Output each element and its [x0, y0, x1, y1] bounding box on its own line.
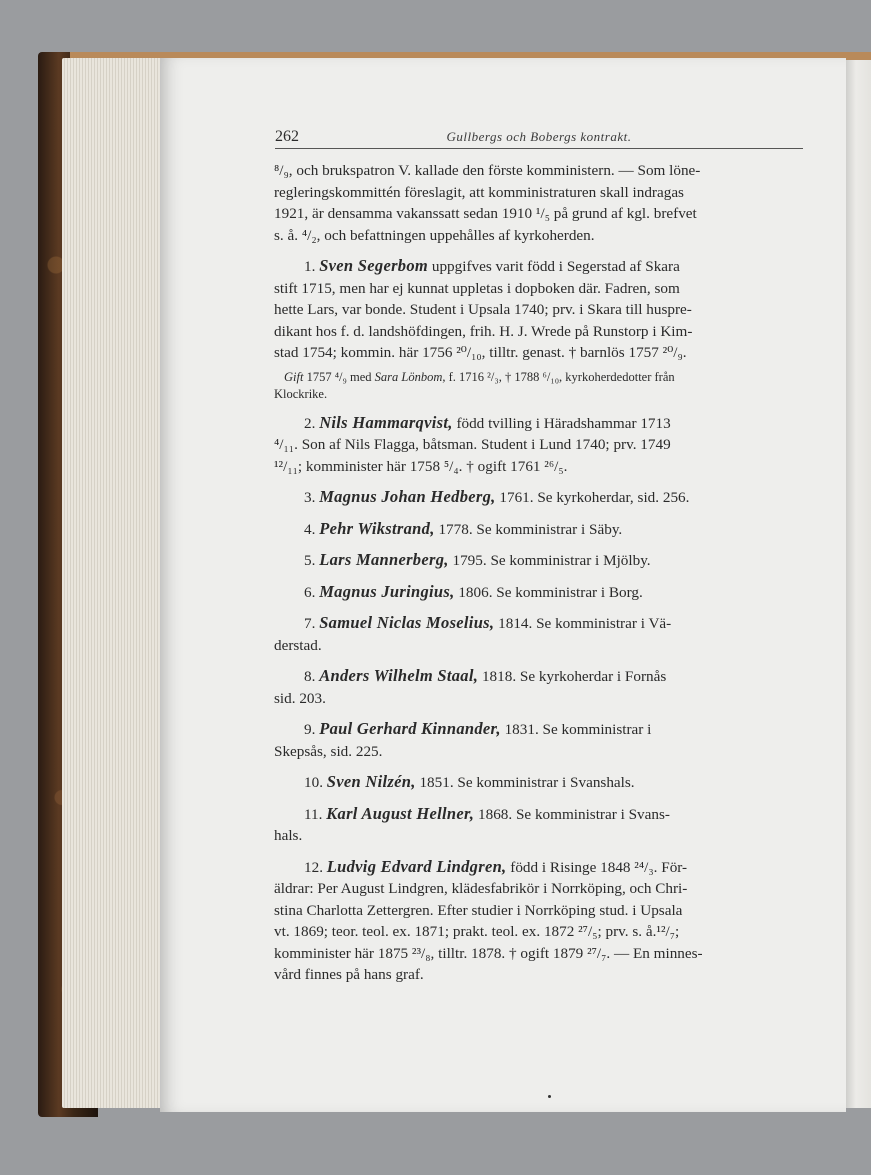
entry-7: 7. Samuel Niclas Moselius, 1814. Se komministrar i Vä- derstad. — [274, 613, 672, 654]
running-title: Gullbergs och Bobergs kontrakt. — [446, 129, 632, 144]
entry-10: 10. Sven Nilzén, 1851. Se komministrar i Svanshals. — [304, 772, 635, 791]
entry-1-note: Gift 1757 ⁴/₉ med Sara Lönbom, f. 1716 ²/₃, † 1788 ⁶/₁₀, kyrkoherdedotter från Klockrike. — [274, 369, 675, 401]
page-number: 262 — [275, 128, 299, 145]
entry-name: Sven Segerbom — [319, 256, 429, 275]
entry-4: 4. Pehr Wikstrand, 1778. Se komministrar i Säby. — [304, 518, 623, 538]
entry-6: 6. Magnus Juringius, 1806. Se komministrar i Borg. — [304, 581, 643, 601]
entry-1: 1. Sven Segerbom uppgifves varit född i Segerstad af Skara stift 1715, men har ej kunnat uppletas i dopboken där. Fadren, som hette Lars, var bonde. Student i Upsala 1740; prv. i Skara till huspre- dikant hos f. d. landshöfdingen, frih. H. J. Wrede på Runstorp i Kim- stad 1754; kommin. här 1756 ²⁰/₁₀, tilltr. genast. † barnlös 1757 ²⁰/₉. — [274, 256, 693, 361]
entry-name: Anders Wilhelm Staal, — [319, 666, 479, 685]
next-page-edge — [846, 60, 871, 1108]
entry-name: Lars Mannerberg, — [319, 550, 449, 569]
entry-name: Samuel Niclas Moselius, — [319, 613, 495, 632]
entry-12: 12. Ludvig Edvard Lindgren, född i Risinge 1848 ²⁴/₃. För- äldrar: Per August Lindgren, klädesfabrikör i Norrköping, och Chri- stina Charlotta Zettergren. Efter studier i Norrköping stud. i Upsala vt. 1869; teor. teol. ex. 1871; prakt. teol. ex. 1872 ²⁷/₅; prv. s. å.¹²/₇; komminister här 1875 ²³/₈, tilltr. 1878. † ogift 1879 ²⁷/₇. — En minnes- vård finnes på hans graf. — [274, 856, 703, 983]
entry-11: 11. Karl August Hellner, 1868. Se komministrar i Svans- hals. — [274, 803, 670, 844]
intro-paragraph: ⁸/₉, och brukspatron V. kallade den förste komministern. — Som löne- regleringskommittén föreslagit, att komministraturen skall indragas 1921, är densamma vakanssatt sedan 1910 ¹/₅ på grund af kgl. brefvet s. å. ⁴/₂, och befattningen uppehålles af kyrkoherden. — [274, 162, 701, 244]
entry-name: Ludvig Edvard Lindgren, — [326, 856, 507, 876]
page-stack — [62, 58, 172, 1108]
page-content — [274, 160, 806, 986]
entry-name: Nils Hammarqvist, — [319, 412, 453, 432]
entry-name: Sven Nilzén, — [326, 772, 416, 791]
book-page — [160, 58, 846, 1112]
entry-name: Magnus Juringius, — [319, 581, 455, 601]
entry-2: 2. Nils Hammarqvist, född tvilling i Häradshammar 1713 ⁴/₁₁. Son af Nils Flagga, båtsman. Student i Lund 1740; prv. 1749 ¹²/₁₁; komminister här 1758 ⁵/₄. † ogift 1761 ²⁶/₅. — [274, 412, 671, 475]
page-header — [275, 126, 803, 149]
entry-3: 3. Magnus Johan Hedberg, 1761. Se kyrkoherdar, sid. 256. — [304, 487, 690, 506]
entry-9: 9. Paul Gerhard Kinnander, 1831. Se komministrar i Skepsås, sid. 225. — [274, 719, 652, 760]
entry-name: Paul Gerhard Kinnander, — [319, 719, 501, 738]
print-mark — [548, 1095, 551, 1098]
entry-name: Magnus Johan Hedberg, — [319, 487, 496, 506]
entry-8: 8. Anders Wilhelm Staal, 1818. Se kyrkoherdar i Fornås sid. 203. — [274, 666, 667, 707]
entry-name: Pehr Wikstrand, — [319, 518, 435, 538]
entry-5: 5. Lars Mannerberg, 1795. Se komministrar i Mjölby. — [304, 550, 651, 569]
entry-name: Karl August Hellner, — [326, 803, 475, 823]
